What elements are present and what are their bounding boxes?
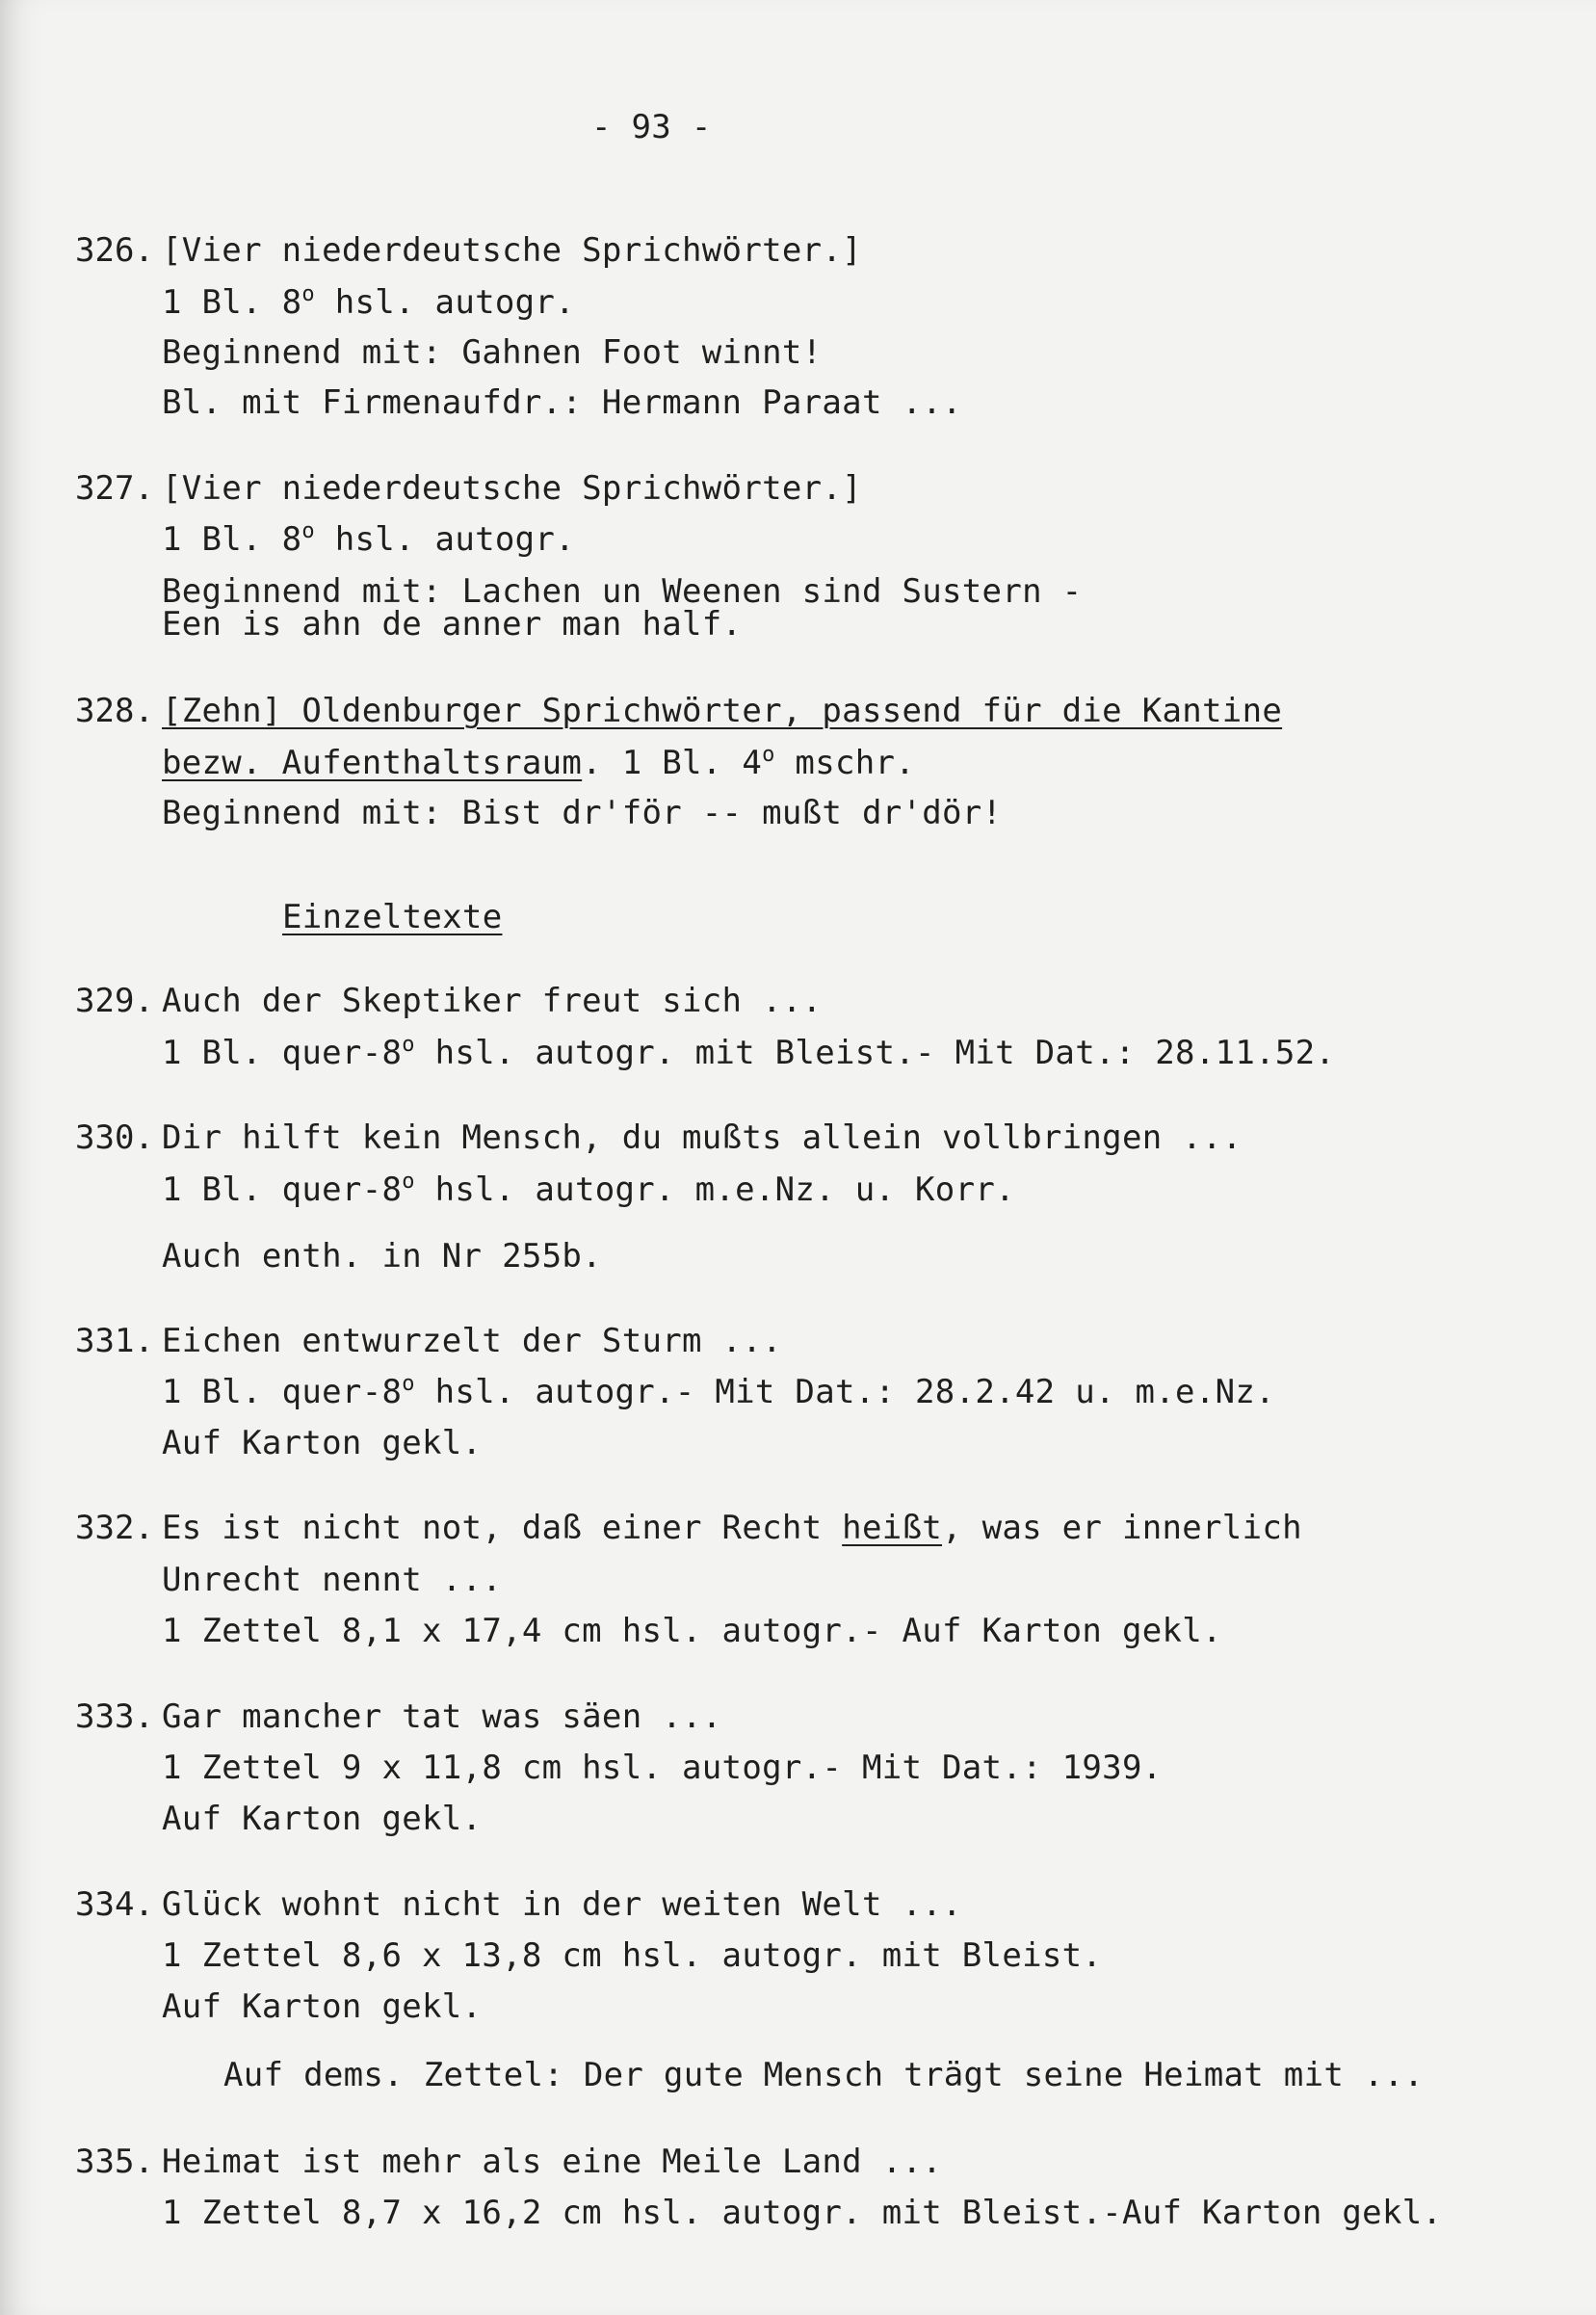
page-number: - 93 - [591, 108, 712, 146]
entry-title: Glück wohnt nicht in der weiten Welt ... [162, 1885, 962, 1924]
entry-description: 1 Zettel 8,7 x 16,2 cm hsl. autogr. mit Bleist.-Auf Karton gekl. [162, 2194, 1443, 2232]
entry-title: Gar mancher tat was säen ... [162, 1697, 722, 1736]
entry-description: 1 Bl. quer-8$^o$ hsl. autogr. m.e.Nz. u. Korr. [162, 1170, 1015, 1209]
entry-number: 328. [75, 692, 154, 730]
entry-title: Dir hilft kein Mensch, du mußts allein vollbringen ... [162, 1118, 1243, 1157]
entry-subnote: Auf dems. Zettel: Der gute Mensch trägt seine Heimat mit ... [223, 2056, 1425, 2094]
entry-note: Auch enth. in Nr 255b. [162, 1237, 602, 1276]
entry-number: 326. [75, 231, 154, 270]
entry-number: 331. [75, 1322, 154, 1360]
entry-description: 1 Bl. quer-8$^o$ hsl. autogr.- Mit Dat.: 28.2.42 u. m.e.Nz. [162, 1372, 1275, 1411]
entry-incipit: Beginnend mit: Bist dr'för -- mußt dr'dör! [162, 794, 1003, 832]
entry-number: 334. [75, 1885, 154, 1924]
entry-title: Auch der Skeptiker freut sich ... [162, 982, 823, 1020]
entry-note: Auf Karton gekl. [162, 1800, 483, 1838]
entry-number: 332. [75, 1509, 154, 1547]
entry-title: Eichen entwurzelt der Sturm ... [162, 1322, 782, 1360]
entry-number: 335. [75, 2143, 154, 2181]
entry-number: 327. [75, 469, 154, 508]
entry-description: 1 Zettel 8,6 x 13,8 cm hsl. autogr. mit Bleist. [162, 1936, 1103, 1975]
entry-note: Auf Karton gekl. [162, 1987, 483, 2026]
entry-title: [Vier niederdeutsche Sprichwörter.] [162, 469, 862, 508]
entry-title: [Vier niederdeutsche Sprichwörter.] [162, 231, 862, 270]
entry-note: Bl. mit Firmenaufdr.: Hermann Paraat ... [162, 383, 962, 422]
entry-description: bezw. Aufenthaltsraum. 1 Bl. 4$^o$ mschr. [162, 743, 916, 782]
entry-number: 333. [75, 1697, 154, 1736]
entry-number: 329. [75, 982, 154, 1020]
entry-title: [Zehn] Oldenburger Sprichwörter, passend für die Kantine [162, 692, 1283, 730]
entry-description: 1 Zettel 8,1 x 17,4 cm hsl. autogr.- Auf Karton gekl. [162, 1612, 1222, 1650]
entry-title-continued: Unrecht nennt ... [162, 1561, 503, 1599]
entry-description: 1 Bl. 8$^o$ hsl. autogr. [162, 282, 575, 322]
entry-number: 330. [75, 1118, 154, 1157]
entry-description: 1 Bl. 8$^o$ hsl. autogr. [162, 519, 575, 559]
entry-note: Auf Karton gekl. [162, 1424, 483, 1462]
section-heading: Einzeltexte [282, 898, 503, 936]
entry-incipit-continued: Een is ahn de anner man half. [162, 605, 743, 644]
entry-description: 1 Zettel 9 x 11,8 cm hsl. autogr.- Mit Dat.: 1939. [162, 1749, 1163, 1787]
entry-title: Es ist nicht not, daß einer Recht heißt, was er innerlich [162, 1509, 1302, 1547]
entry-title: Heimat ist mehr als eine Meile Land ... [162, 2143, 943, 2181]
entry-incipit: Beginnend mit: Gahnen Foot winnt! [162, 333, 823, 372]
entry-description: 1 Bl. quer-8$^o$ hsl. autogr. mit Bleist.- Mit Dat.: 28.11.52. [162, 1033, 1336, 1072]
entry-incipit: Beginnend mit: Lachen un Weenen sind Sustern - [162, 572, 1083, 611]
